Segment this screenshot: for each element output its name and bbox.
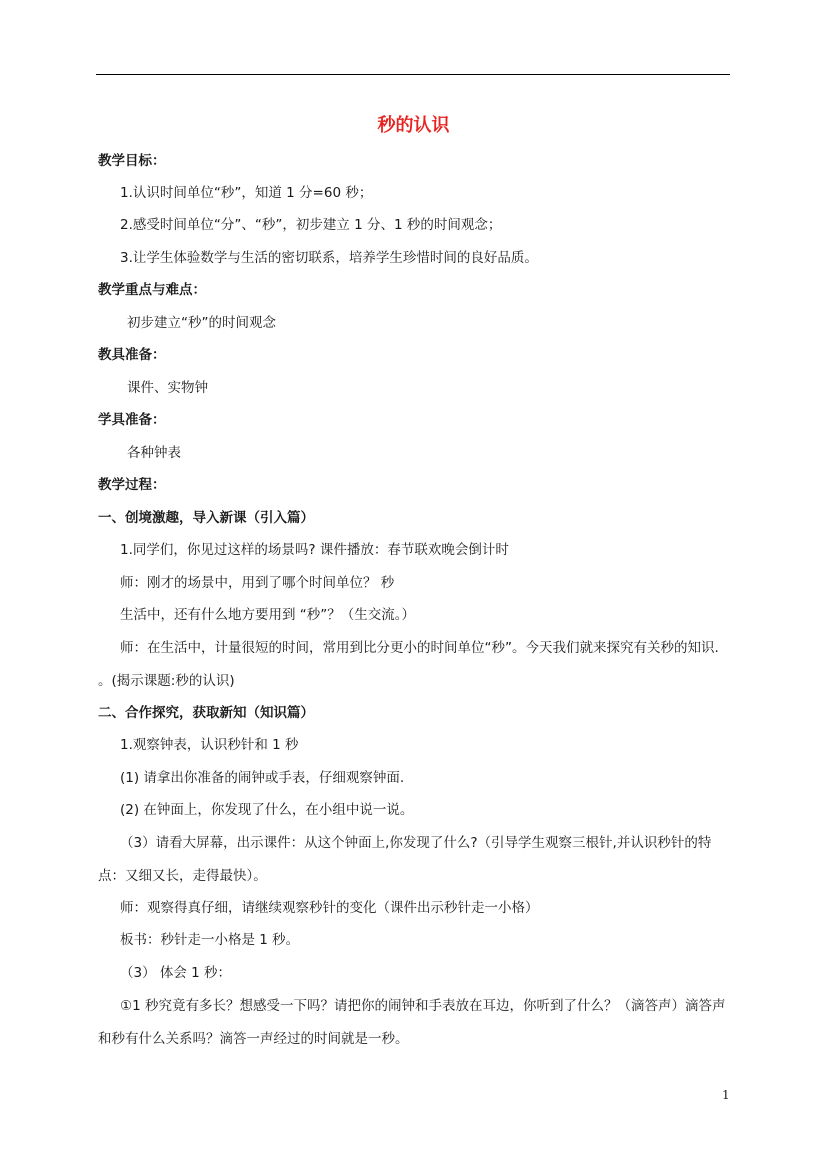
part1-heading: 一、创境激趣，导入新课（引入篇） — [98, 510, 314, 526]
p1-line1: 1.同学们，你见过这样的场景吗? 课件播放：春节联欢晚会倒计时 — [120, 542, 509, 558]
student-tools-heading: 学具准备： — [98, 412, 166, 428]
tools-text: 课件、实物钟 — [127, 380, 208, 396]
p1-line3: 生活中，还有什么地方要用到 “秒”？（生交流。） — [120, 607, 416, 623]
p1-line2: 师：刚才的场景中，用到了哪个时间单位？ 秒 — [120, 575, 395, 591]
key-heading: 教学重点与难点： — [98, 282, 206, 298]
goals-heading: 教学目标： — [98, 153, 166, 169]
p2-line6: （3） 体会 1 秒： — [120, 965, 232, 981]
p2-line5: 板书：秒针走一小格是 1 秒。 — [120, 932, 300, 948]
p2-line3: (2) 在钟面上，你发现了什么，在小组中说一说。 — [120, 802, 414, 818]
p2-paragraph1: （3）请看大屏幕，出示课件：从这个钟面上,你发现了什么?（引导学生观察三根针,并认识秒针的特点：又细又长，走得最快）。 — [98, 835, 712, 884]
goal-2: 2.感受时间单位“分”、“秒”，初步建立 1 分、1 秒的时间观念； — [120, 217, 502, 233]
process-heading: 教学过程： — [98, 477, 166, 493]
key-text: 初步建立“秒”的时间观念 — [127, 315, 276, 331]
student-tools-text: 各种钟表 — [127, 445, 181, 461]
goal-1: 1.认识时间单位“秒”，知道 1 分=60 秒； — [120, 185, 373, 201]
p2-line1: 1.观察钟表，认识秒针和 1 秒 — [120, 737, 299, 753]
header-rule — [96, 74, 730, 75]
p2-paragraph2: ①1 秒究竟有多长？想感受一下吗？请把你的闹钟和手表放在耳边，你听到了什么？（滴答声）滴答声和秒有什么关系吗？滴答一声经过的时间就是一秒。 — [98, 998, 726, 1047]
page-title: 秒的认识 — [377, 115, 450, 136]
tools-heading: 教具准备： — [98, 347, 166, 363]
page-number: 1 — [722, 1088, 730, 1102]
p1-paragraph: 师：在生活中，计量很短的时间，常用到比分更小的时间单位“秒”。今天我们就来探究有关秒的知识. 。(揭示课题:秒的认识) — [98, 640, 719, 689]
part2-heading: 二、合作探究，获取新知（知识篇） — [98, 705, 314, 721]
goal-3: 3.让学生体验数学与生活的密切联系，培养学生珍惜时间的良好品质。 — [120, 250, 538, 266]
p2-line4: 师：观察得真仔细，请继续观察秒针的变化（课件出示秒针走一小格） — [120, 900, 539, 916]
p2-line2: (1) 请拿出你准备的闹钟或手表，仔细观察钟面. — [120, 770, 405, 786]
